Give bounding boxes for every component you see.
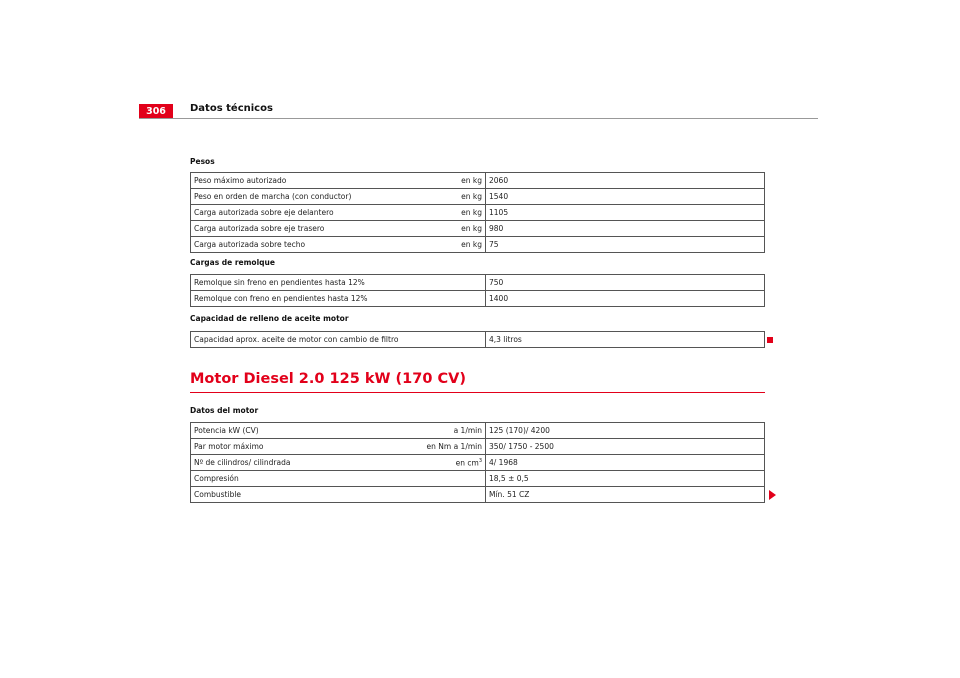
table-row (191, 423, 765, 439)
row-value: 4/ 1968 (486, 455, 765, 471)
row-value: 1105 (486, 205, 765, 221)
row-unit (419, 487, 486, 503)
table-row (191, 439, 765, 455)
table-row (191, 471, 765, 487)
table-row (191, 487, 765, 503)
row-unit (419, 291, 486, 307)
table-row (191, 173, 765, 189)
table-motor (190, 422, 765, 503)
table-row (191, 205, 765, 221)
table-aceite (190, 331, 765, 348)
row-value: 125 (170)/ 4200 (486, 423, 765, 439)
row-value: 980 (486, 221, 765, 237)
row-unit: en kg (419, 173, 486, 189)
row-label: Remolque sin freno en pendientes hasta 12% (191, 275, 420, 291)
row-value: 75 (486, 237, 765, 253)
row-value: 2060 (486, 173, 765, 189)
row-value: 4,3 litros (486, 332, 765, 348)
chapter-title: Motor Diesel 2.0 125 kW (170 CV) (190, 371, 466, 387)
row-value: 750 (486, 275, 765, 291)
table-row (191, 189, 765, 205)
row-label: Remolque con freno en pendientes hasta 12% (191, 291, 420, 307)
row-value: 350/ 1750 - 2500 (486, 439, 765, 455)
row-label: Carga autorizada sobre eje delantero (191, 205, 420, 221)
row-value: 18,5 ± 0,5 (486, 471, 765, 487)
row-label: Compresión (191, 471, 420, 487)
section-heading-motor: Datos del motor (190, 406, 259, 415)
table-pesos (190, 172, 765, 253)
table-row (191, 332, 765, 348)
table-row (191, 291, 765, 307)
row-label: Combustible (191, 487, 420, 503)
end-of-section-square-icon (767, 337, 773, 343)
page-title: Datos técnicos (190, 103, 273, 114)
continue-arrow-icon (769, 490, 776, 500)
table-remolque (190, 274, 765, 307)
row-unit-superscript: 3 (478, 457, 482, 464)
table-row (191, 237, 765, 253)
row-label: Par motor máximo (191, 439, 420, 455)
row-value: 1540 (486, 189, 765, 205)
row-label: Peso en orden de marcha (con conductor) (191, 189, 420, 205)
row-unit: a 1/min (419, 423, 486, 439)
row-label: Potencia kW (CV) (191, 423, 420, 439)
section-heading-remolque: Cargas de remolque (190, 258, 275, 267)
table-row (191, 455, 765, 471)
page-number: 306 (139, 104, 173, 118)
row-unit: en kg (419, 221, 486, 237)
row-unit: en kg (419, 205, 486, 221)
row-unit (419, 471, 486, 487)
chapter-divider (190, 392, 765, 393)
row-unit: en kg (419, 237, 486, 253)
row-value: 1400 (486, 291, 765, 307)
row-unit (419, 275, 486, 291)
section-heading-aceite: Capacidad de relleno de aceite motor (190, 314, 349, 323)
row-unit-text: en cm (455, 458, 479, 468)
row-unit: en kg (419, 189, 486, 205)
table-row (191, 275, 765, 291)
row-value: Mín. 51 CZ (486, 487, 765, 503)
row-label: Carga autorizada sobre eje trasero (191, 221, 420, 237)
row-label: Peso máximo autorizado (191, 173, 420, 189)
row-unit (419, 455, 486, 471)
row-label: Capacidad aprox. aceite de motor con cambio de filtro (191, 332, 420, 348)
row-unit: en Nm a 1/min (419, 439, 486, 455)
row-unit (419, 332, 486, 348)
table-row (191, 221, 765, 237)
row-label: Nº de cilindros/ cilindrada (191, 455, 420, 471)
row-label: Carga autorizada sobre techo (191, 237, 420, 253)
header-divider (139, 118, 818, 119)
section-heading-pesos: Pesos (190, 157, 215, 166)
